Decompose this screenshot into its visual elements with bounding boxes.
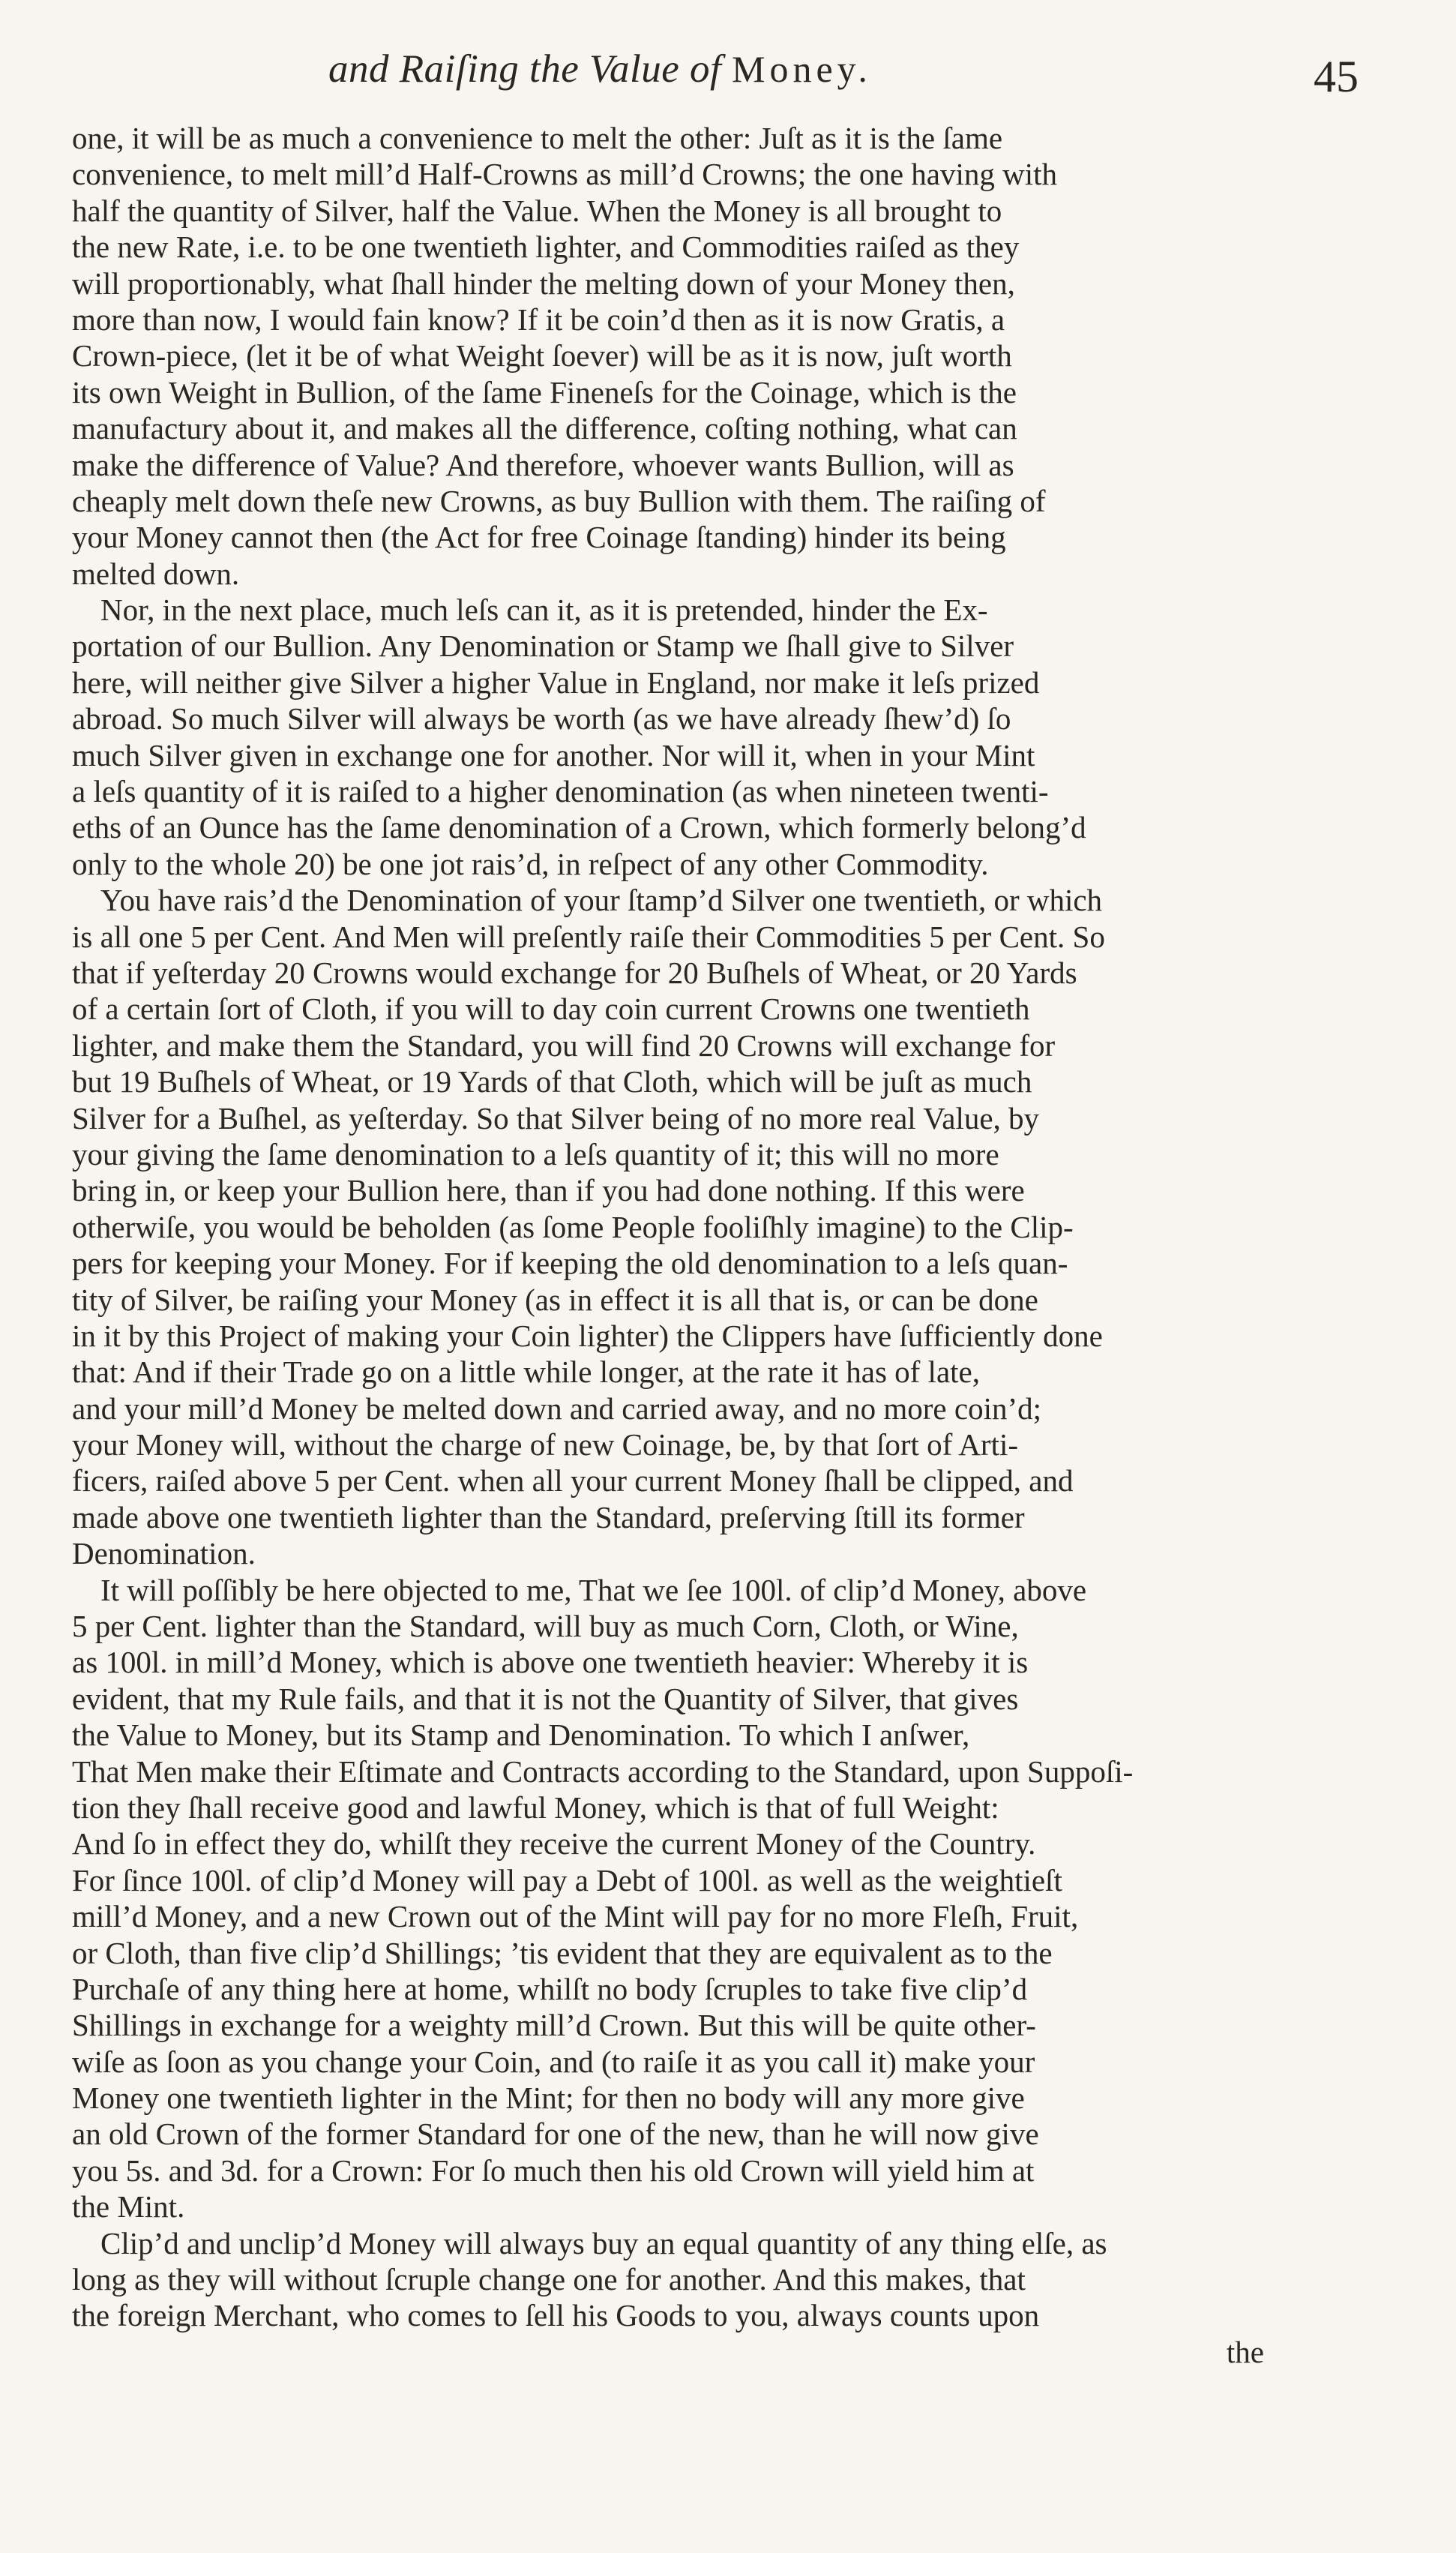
running-head-text: and Raiſing the Value of [328,47,732,91]
text-line: make the difference of Value? And therefore, whoever wants Bullion, will as [72,447,1014,482]
text-line: only to the whole 20) be one jot rais’d, in reſpect of any other Commodity. [72,846,989,881]
text-line: your giving the ſame denomination to a leſs quantity of it; this will no more [72,1136,999,1172]
text-line: Clip’d and unclip’d Money will always buy an equal quantity of any thing elſe, as [100,2225,1107,2260]
text-line: more than now, I would fain know? If it be coin’d then as it is now Gratis, a [72,302,1005,337]
text-line: but 19 Buſhels of Wheat, or 19 Yards of that Cloth, which will be juſt as much [72,1064,1032,1100]
catchword: the [1226,2334,1264,2369]
text-line: lighter, and make them the Standard, you will find 20 Crowns will exchange for [72,1028,1056,1063]
text-line: pers for keeping your Money. For if keeping the old denomination to a leſs quan- [72,1246,1068,1281]
text-line: Purchaſe of any thing here at home, whilſt no body ſcruples to take five clip’d [72,1971,1028,2006]
text-line: eths of an Ounce has the ſame denomination of a Crown, which formerly belong’d [72,810,1086,845]
page-number: 45 [1314,52,1359,101]
text-line: its own Weight in Bullion, of the ſame Fineneſs for the Coinage, which is the [72,374,1017,410]
text-line: Denomination. [72,1536,256,1571]
text-line: melted down. [72,556,240,591]
body-text [72,120,1264,2370]
text-line: Nor, in the next place, much leſs can it, as it is pretended, hinder the Ex- [100,592,988,628]
text-line: that if yeſterday 20 Crowns would exchange for 20 Buſhels of Wheat, or 20 Yards [72,955,1077,990]
text-line: is all one 5 per Cent. And Men will preſently raiſe their Commodities 5 per Cent. So [72,919,1105,954]
text-line: or Cloth, than five clip’d Shillings; ’tis evident that they are equivalent as to the [72,1935,1053,1970]
text-line: the Value to Money, but its Stamp and Denomination. To which I anſwer, [72,1718,970,1753]
text-line: For ſince 100l. of clip’d Money will pay a Debt of 100l. as well as the weightieſt [72,1862,1062,1898]
text-line: and your mill’d Money be melted down and carried away, and no more coin’d; [72,1390,1042,1426]
text-line: evident, that my Rule fails, and that it is not the Quantity of Silver, that gives [72,1681,1019,1716]
text-line: the foreign Merchant, who comes to ſell his Goods to you, always counts upon [72,2298,1040,2333]
text-line: of a certain ſort of Cloth, if you will to day coin current Crowns one twentieth [72,992,1030,1027]
running-head-caps: Money. [732,48,872,90]
text-line: abroad. So much Silver will always be worth (as we have already ſhew’d) ſo [72,701,1011,736]
text-line: 5 per Cent. lighter than the Standard, will buy as much Corn, Cloth, or Wine, [72,1609,1019,1644]
running-head [328,46,1213,92]
text-line: ficers, raiſed above 5 per Cent. when all your current Money ſhall be clipped, and [72,1463,1074,1498]
text-line: otherwiſe, you would be beholden (as ſome People fooliſhly imagine) to the Clip- [72,1209,1074,1244]
text-line: cheaply melt down theſe new Crowns, as buy Bullion with them. The raiſing of [72,483,1046,518]
text-line: will proportionably, what ſhall hinder the melting down of your Money then, [72,266,1015,301]
text-line: long as they will without ſcruple change one for another. And this makes, that [72,2262,1026,2297]
text-line: bring in, or keep your Bullion here, than if you had done nothing. If this were [72,1173,1025,1208]
text-line: here, will neither give Silver a higher Value in England, nor make it leſs prized [72,664,1040,700]
text-line: portation of our Bullion. Any Denomination or Stamp we ſhall give to Silver [72,628,1014,664]
text-line: tity of Silver, be raiſing your Money (as in effect it is all that is, or can be done [72,1282,1038,1317]
text-line: in it by this Project of making your Coin lighter) the Clippers have ſufficiently done [72,1318,1103,1353]
text-line: You have rais’d the Denomination of your ſtamp’d Silver one twentieth, or which [100,883,1103,918]
page-header [0,46,1456,114]
text-line: a leſs quantity of it is raiſed to a higher denomination (as when nineteen twenti- [72,774,1049,809]
text-line: the Mint. [72,2189,185,2224]
text-line: And ſo in effect they do, whilſt they receive the current Money of the Country. [72,1826,1036,1862]
text-line: mill’d Money, and a new Crown out of the Mint will pay for no more Fleſh, Fruit, [72,1899,1079,1934]
text-line: half the quantity of Silver, half the Value. When the Money is all brought to [72,193,1002,228]
text-line: It will poſſibly be here objected to me, That we ſee 100l. of clip’d Money, above [100,1572,1087,1607]
text-line: made above one twentieth lighter than the Standard, preſerving ſtill its former [72,1499,1025,1534]
text-line: an old Crown of the former Standard for one of the new, than he will now give [72,2116,1039,2152]
text-line: that: And if their Trade go on a little while longer, at the rate it has of late, [72,1354,980,1390]
text-line: Silver for a Buſhel, as yeſterday. So that Silver being of no more real Value, by [72,1100,1040,1136]
text-line: as 100l. in mill’d Money, which is above one twentieth heavier: Whereby it is [72,1645,1029,1680]
text-line: Shillings in exchange for a weighty mill’d Crown. But this will be quite other- [72,2008,1036,2043]
text-line: convenience, to melt mill’d Half-Crowns as mill’d Crowns; the one having with [72,157,1058,192]
text-line: Crown-piece, (let it be of what Weight ſoever) will be as it is now, juſt worth [72,338,1012,374]
text-line: wiſe as ſoon as you change your Coin, and (to raiſe it as you call it) make your [72,2044,1035,2079]
text-line: you 5s. and 3d. for a Crown: For ſo much then his old Crown will yield him at [72,2152,1035,2188]
text-line: much Silver given in exchange one for another. Nor will it, when in your Mint [72,737,1035,772]
text-line: your Money cannot then (the Act for free Coinage ſtanding) hinder its being [72,520,1006,555]
text-line: That Men make their Eſtimate and Contracts according to the Standard, upon Suppoſi- [72,1754,1134,1789]
text-line: tion they ſhall receive good and lawful Money, which is that of full Weight: [72,1790,999,1825]
text-line: one, it will be as much a convenience to melt the other: Juſt as it is the ſame [72,121,1003,155]
text-line: your Money will, without the charge of new Coinage, be, by that ſort of Arti- [72,1427,1019,1462]
text-line: manufactury about it, and makes all the difference, coſting nothing, what can [72,411,1017,446]
text-line: Money one twentieth lighter in the Mint; for then no body will any more give [72,2080,1025,2116]
text-line: the new Rate, i.e. to be one twentieth lighter, and Commodities raiſed as they [72,230,1020,265]
